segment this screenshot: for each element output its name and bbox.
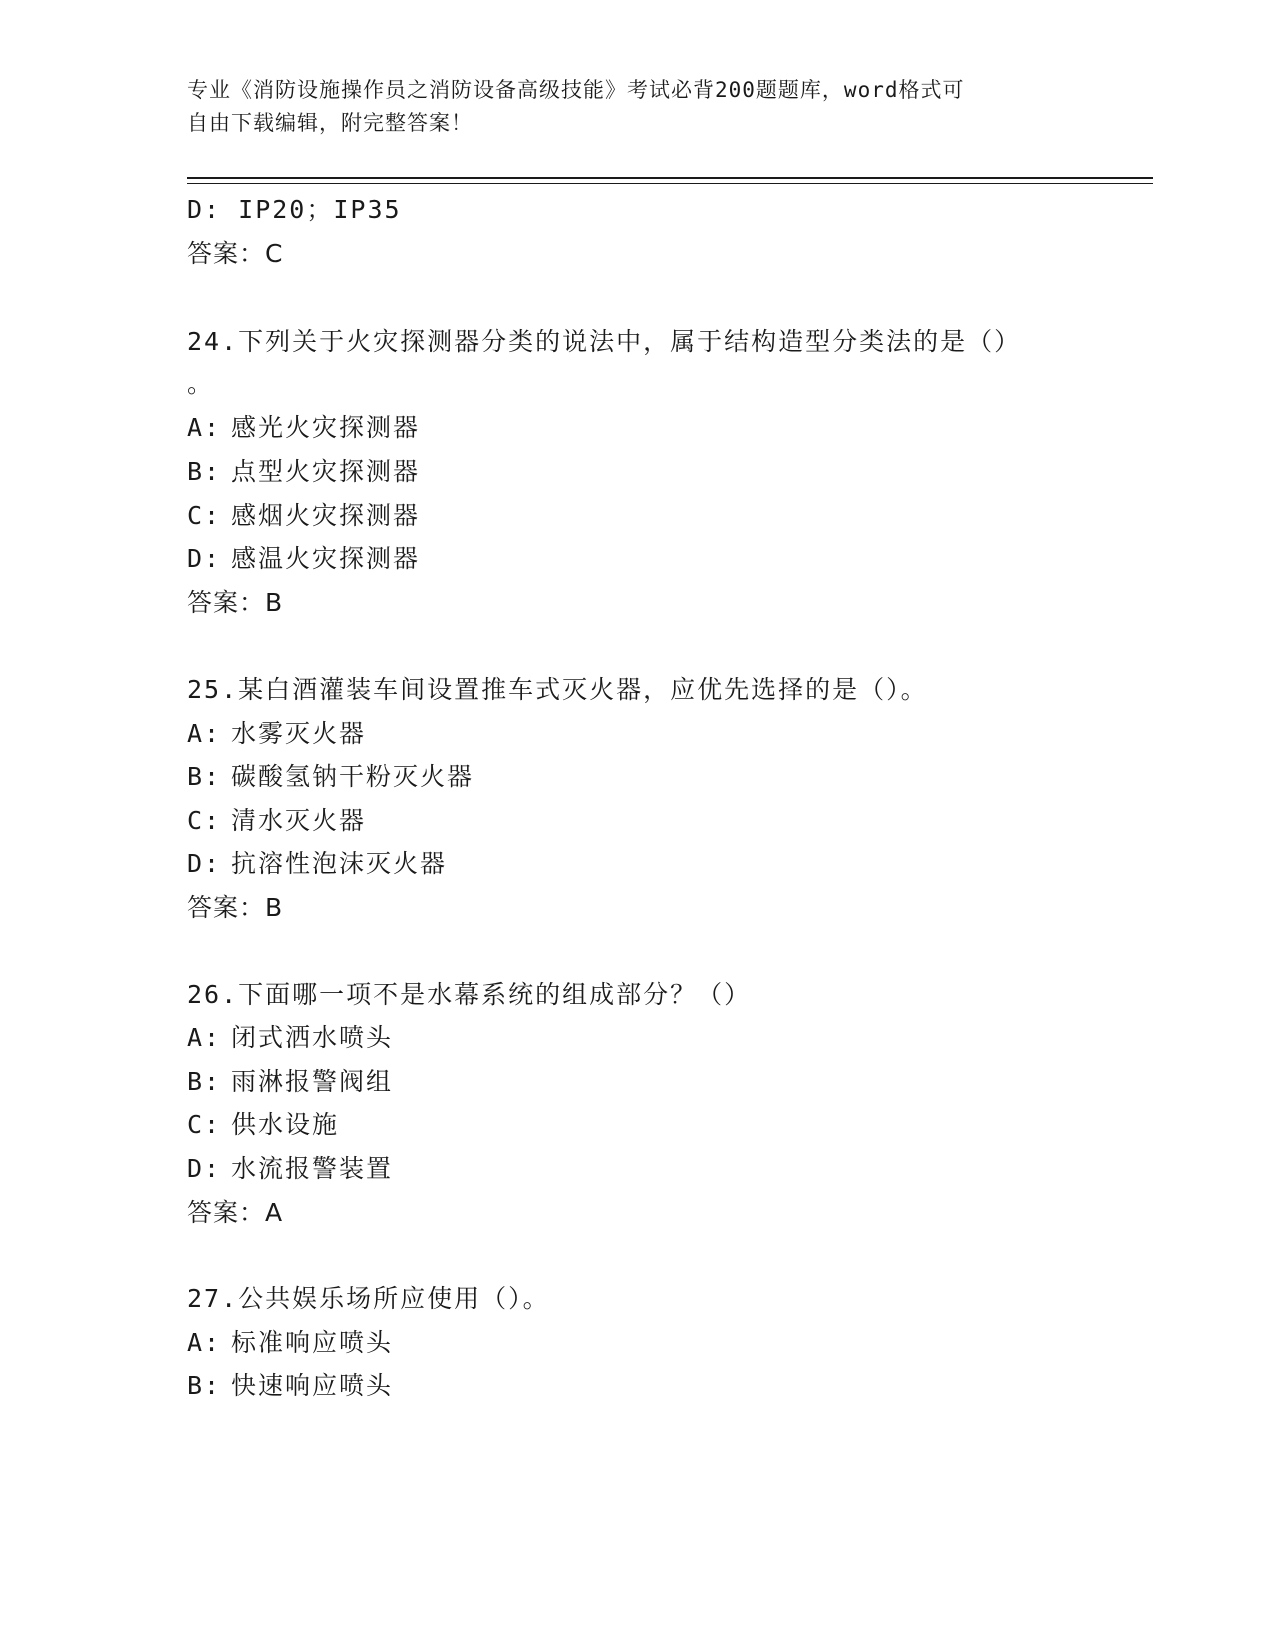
question-26-option-b [187, 1064, 393, 1100]
option-key: B: [187, 762, 222, 791]
question-25-option-c [187, 803, 366, 839]
option-text: 水雾灭火器 [231, 719, 367, 748]
question-24-stem-cont: 。 [187, 369, 215, 398]
document-header [187, 74, 1067, 140]
question-25-option-d [187, 846, 447, 882]
option-text: 抗溶性泡沫灭火器 [231, 849, 448, 878]
header-divider-thick [187, 177, 1153, 179]
option-key: C: [187, 1110, 222, 1139]
question-24-option-c [187, 498, 420, 534]
question-24-option-b [187, 454, 420, 490]
prev-answer: 答案：C [187, 239, 284, 268]
question-24-stem: 24.下列关于火灾探测器分类的说法中，属于结构造型分类法的是（） [187, 327, 1022, 356]
option-text: 标准响应喷头 [231, 1328, 394, 1357]
option-key: A: [187, 413, 222, 442]
option-key: C: [187, 806, 222, 835]
option-key: B: [187, 457, 222, 486]
option-text: 点型火灾探测器 [231, 457, 421, 486]
question-26-option-c [187, 1107, 339, 1143]
question-26-option-d [187, 1151, 393, 1187]
option-key: A: [187, 1328, 222, 1357]
header-line-2: 自由下载编辑，附完整答案！ [187, 111, 473, 135]
question-26-stem: 26.下面哪一项不是水幕系统的组成部分？（） [187, 980, 752, 1009]
prev-option-d: D: IP20；IP35 [187, 195, 402, 224]
option-text: 感光火灾探测器 [231, 413, 421, 442]
header-line-1: 专业《消防设施操作员之消防设备高级技能》考试必背200题题库，word格式可 [187, 78, 965, 102]
option-text: 清水灭火器 [231, 806, 367, 835]
option-key: D: [187, 544, 222, 573]
option-text: 感烟火灾探测器 [231, 501, 421, 530]
option-key: B: [187, 1067, 222, 1096]
option-key: A: [187, 1023, 222, 1052]
option-text: 感温火灾探测器 [231, 544, 421, 573]
option-key: D: [187, 1154, 222, 1183]
option-text: 水流报警装置 [231, 1154, 394, 1183]
option-text: 碳酸氢钠干粉灭火器 [231, 762, 475, 791]
option-key: C: [187, 501, 222, 530]
option-text: 快速响应喷头 [231, 1371, 394, 1400]
question-24-option-a [187, 410, 420, 446]
question-24-answer: 答案：B [187, 588, 284, 617]
option-key: D: [187, 849, 222, 878]
option-key: A: [187, 719, 222, 748]
question-25-option-b [187, 759, 474, 795]
question-25-answer: 答案：B [187, 893, 284, 922]
option-key: B: [187, 1371, 222, 1400]
question-25-option-a [187, 716, 366, 752]
question-27-option-a [187, 1325, 393, 1361]
question-27-option-b [187, 1368, 393, 1404]
question-26-answer: 答案：A [187, 1198, 284, 1227]
question-26-option-a [187, 1020, 393, 1056]
question-27-stem: 27.公共娱乐场所应使用（）。 [187, 1284, 550, 1313]
option-text: 雨淋报警阀组 [231, 1067, 394, 1096]
question-24-option-d [187, 541, 420, 577]
question-25-stem: 25.某白酒灌装车间设置推车式灭火器，应优先选择的是（）。 [187, 675, 928, 704]
option-text: 闭式洒水喷头 [231, 1023, 394, 1052]
option-text: 供水设施 [231, 1110, 340, 1139]
header-divider-thin [187, 183, 1153, 184]
